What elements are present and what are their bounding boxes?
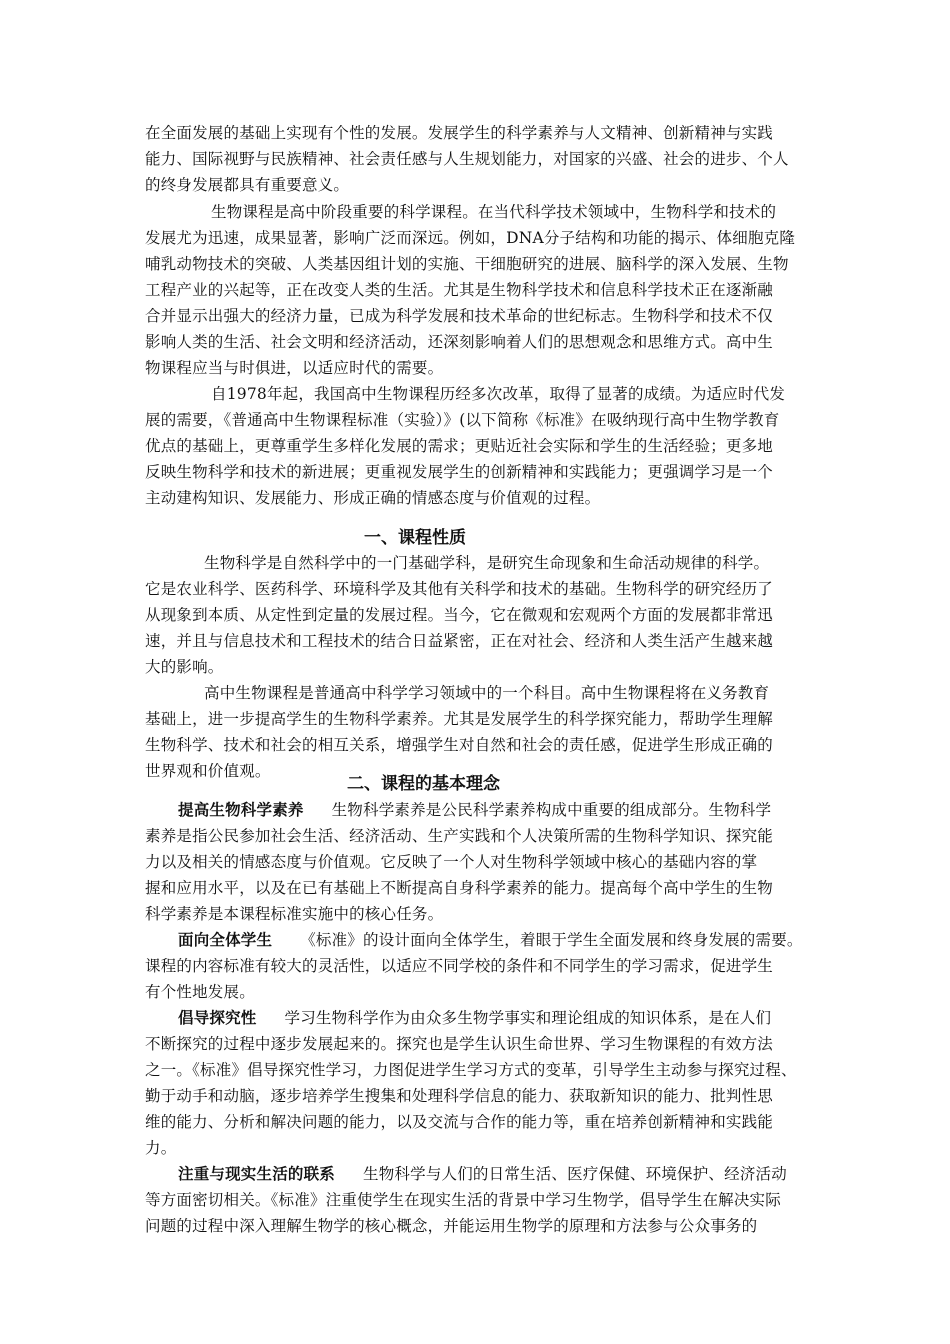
text-line: 维的能力、分析和解决问题的能力，以及交流与合作的能力等，重在培养创新精神和实践能: [145, 1113, 774, 1131]
section-heading: 二、课程的基本理念: [347, 774, 500, 794]
concept-title: 面向全体学生: [178, 931, 273, 949]
text-line: 展的需要，《普通高中生物课程标准（实验）》(以下简称《标准》在吸纳现行高中生物学教育: [145, 411, 780, 429]
text-line: 的终身发展都具有重要意义。: [145, 176, 350, 194]
text-line: 它是农业科学、医药科学、环境科学及其他有关科学和技术的基础。生物科学的研究经历了: [145, 580, 774, 598]
concept-text: 生物科学素养是公民科学素养构成中重要的组成部分。生物科学: [331, 801, 772, 819]
text-line: 生物课程是高中阶段重要的科学课程。在当代科学技术领域中，生物科学和技术的: [211, 203, 777, 221]
text-line: 优点的基础上，更尊重学生多样化发展的需求；更贴近社会实际和学生的生活经验；更多地: [145, 437, 774, 455]
concept-text: 生物科学与人们的日常生活、医疗保健、环境保护、经济活动: [363, 1165, 787, 1183]
concept-text: 学习生物科学作为由众多生物学事实和理论组成的知识体系，是在人们: [284, 1009, 772, 1027]
text-line: 发展尤为迅速，成果显著，影响广泛而深远。例如，DNA分子结构和功能的揭示、体细胞克隆: [145, 229, 796, 247]
text-line: 等方面密切相关。《标准》注重使学生在现实生活的背景中学习生物学，倡导学生在解决实际: [145, 1191, 781, 1209]
text-line: 力。: [145, 1139, 177, 1157]
text-line: 有个性地发展。: [145, 983, 255, 1001]
text-line: 在全面发展的基础上实现有个性的发展。发展学生的科学素养与人文精神、创新精神与实践: [145, 124, 774, 142]
text-line: 大的影响。: [145, 658, 224, 676]
text-line: 能力、国际视野与民族精神、社会责任感与人生规划能力，对国家的兴盛、社会的进步、个人: [145, 150, 789, 168]
section-heading: 一、课程性质: [364, 528, 466, 548]
text-line: 自1978年起，我国高中生物课程历经多次改革，取得了显著的成绩。为适应时代发: [211, 385, 786, 403]
text-line: 世界观和价值观。: [145, 762, 271, 780]
text-line: 工程产业的兴起等，正在改变人类的生活。尤其是生物科学技术和信息科学技术正在逐渐融: [145, 281, 774, 299]
concept-text: 《标准》的设计面向全体学生，着眼于学生全面发展和终身发展的需要。: [300, 931, 803, 949]
text-line: 速，并且与信息技术和工程技术的结合日益紧密，正在对社会、经济和人类生活产生越来越: [145, 632, 774, 650]
text-line: 力以及相关的情感态度与价值观。它反映了一个人对生物科学领域中核心的基础内容的掌: [145, 853, 758, 871]
text-line: 物课程应当与时俱进，以适应时代的需要。: [145, 359, 444, 377]
concept-first-line: [178, 797, 771, 823]
text-line: 素养是指公民参加社会生活、经济活动、生产实践和个人决策所需的生物科学知识、探究能: [145, 827, 774, 845]
text-line: 合并显示出强大的经济力量，已成为科学发展和技术革命的世纪标志。生物科学和技术不仅: [145, 307, 774, 325]
concept-first-line: [178, 1161, 787, 1187]
text-line: 基础上，进一步提高学生的生物科学素养。尤其是发展学生的科学探究能力，帮助学生理解: [145, 710, 774, 728]
text-line: 课程的内容标准有较大的灵活性，以适应不同学校的条件和不同学生的学习需求，促进学生: [145, 957, 774, 975]
text-line: 反映生物科学和技术的新进展；更重视发展学生的创新精神和实践能力；更强调学习是一个: [145, 463, 774, 481]
text-line: 影响人类的生活、社会文明和经济活动，还深刻影响着人们的思想观念和思维方式。高中生: [145, 333, 774, 351]
text-line: 勤于动手和动脑，逐步培养学生搜集和处理科学信息的能力、获取新知识的能力、批判性思: [145, 1087, 774, 1105]
text-line: 主动建构知识、发展能力、形成正确的情感态度与价值观的过程。: [145, 489, 601, 507]
concept-title: 倡导探究性: [178, 1009, 257, 1027]
text-line: 之一。《标准》倡导探究性学习，力图促进学生学习方式的变革，引导学生主动参与探究过程、: [145, 1061, 797, 1079]
text-line: 问题的过程中深入理解生物学的核心概念，并能运用生物学的原理和方法参与公众事务的: [145, 1217, 758, 1235]
concept-title: 注重与现实生活的联系: [178, 1165, 336, 1183]
text-line: 哺乳动物技术的突破、人类基因组计划的实施、干细胞研究的进展、脑科学的深入发展、生物: [145, 255, 789, 273]
text-line: 握和应用水平，以及在已有基础上不断提高自身科学素养的能力。提高每个高中学生的生物: [145, 879, 774, 897]
text-line: 生物科学、技术和社会的相互关系，增强学生对自然和社会的责任感，促进学生形成正确的: [145, 736, 774, 754]
text-line: 高中生物课程是普通高中科学学习领域中的一个科目。高中生物课程将在义务教育: [204, 684, 770, 702]
text-line: 科学素养是本课程标准实施中的核心任务。: [145, 905, 444, 923]
concept-first-line: [178, 1005, 771, 1031]
text-line: 生物科学是自然科学中的一门基础学科，是研究生命现象和生命活动规律的科学。: [204, 554, 770, 572]
text-line: 不断探究的过程中逐步发展起来的。探究也是学生认识生命世界、学习生物课程的有效方法: [145, 1035, 774, 1053]
concept-first-line: [178, 927, 803, 953]
concept-title: 提高生物科学素养: [178, 801, 304, 819]
text-line: 从现象到本质、从定性到定量的发展过程。当今，它在微观和宏观两个方面的发展都非常迅: [145, 606, 774, 624]
